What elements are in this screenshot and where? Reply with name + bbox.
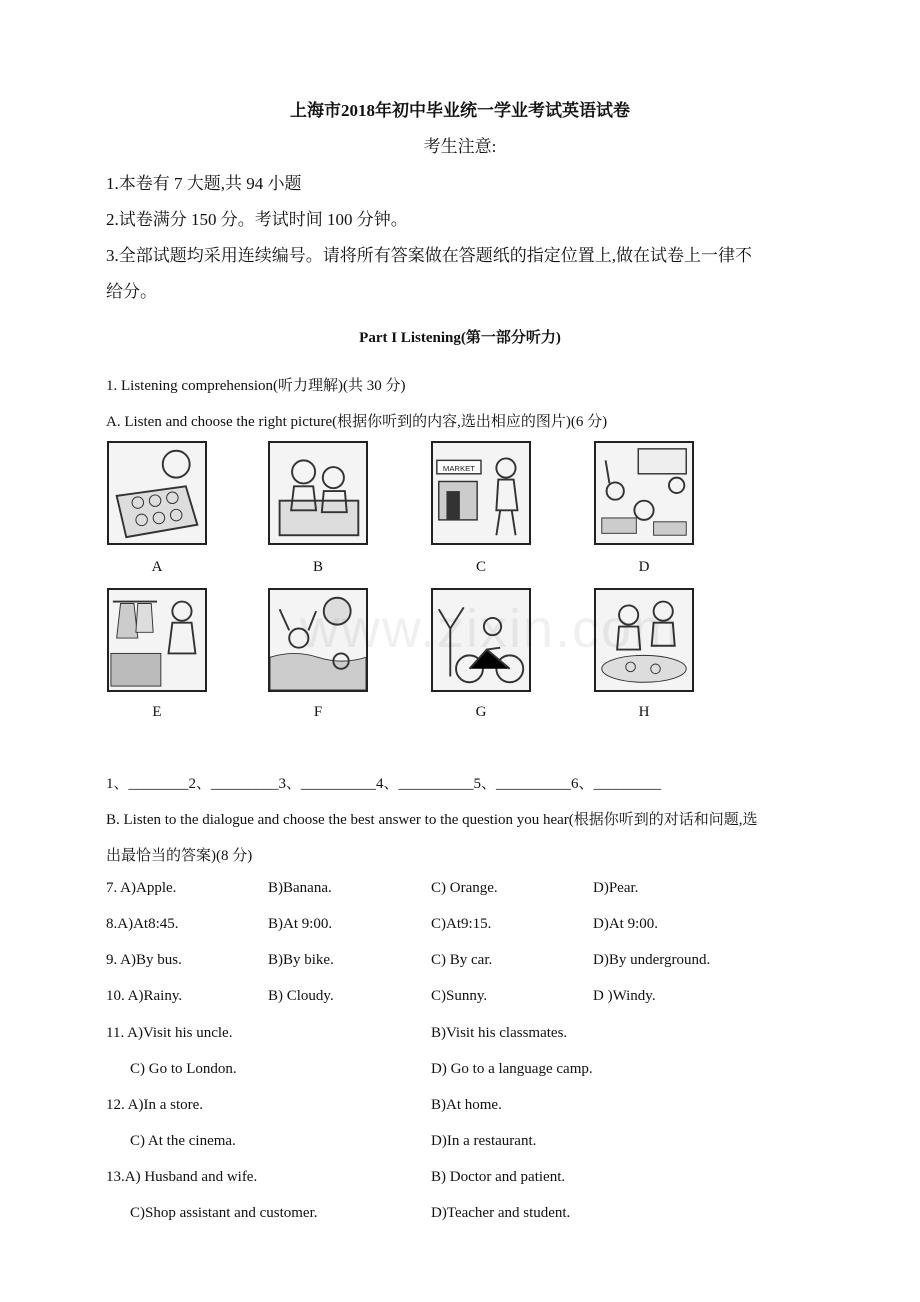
q7-option-a: 7. A)Apple.: [106, 880, 177, 896]
watermark-graphic: www.zixin.com: [300, 599, 681, 659]
q12-option-d: D)In a restaurant.: [431, 1133, 537, 1149]
picture-e: [107, 588, 207, 692]
section-b-heading-cont: 出最恰当的答案)(8 分): [106, 848, 253, 864]
market-illustration: [433, 443, 529, 543]
picture-label-d: D: [638, 559, 650, 575]
classroom-illustration: [596, 443, 692, 543]
q12-option-a: 12. A)In a store.: [106, 1097, 204, 1113]
q10-option-c: C)Sunny.: [431, 988, 488, 1004]
q11-option-b: B)Visit his classmates.: [431, 1025, 568, 1041]
notice-2: 2.试卷满分 150 分。考试时间 100 分钟。: [106, 210, 408, 229]
q9-option-d: D)By underground.: [593, 952, 711, 968]
notice-3: 3.全部试题均采用连续编号。请将所有答案做在答题纸的指定位置上,做在试卷上一律不: [106, 246, 752, 265]
q8-option-c: C)At9:15.: [431, 916, 492, 932]
picture-label-c: C: [475, 559, 486, 575]
q13-option-a: 13.A) Husband and wife.: [106, 1169, 258, 1185]
q13-option-d: D)Teacher and student.: [431, 1205, 571, 1221]
q13-option-b: B) Doctor and patient.: [431, 1169, 566, 1185]
answer-blanks-line: 1、________2、_________3、__________4、__________5、__________6、_________: [106, 776, 662, 792]
notice-3-cont: 给分。: [106, 282, 157, 301]
section-b-heading: B. Listen to the dialogue and choose the best answer to the question you hear(根据你听到的对话和问题,选: [106, 812, 758, 828]
picture-label-h: H: [638, 704, 650, 720]
market-sign-text: MARKET: [442, 463, 475, 473]
q8-option-d: D)At 9:00.: [593, 916, 658, 932]
picture-d: [594, 441, 694, 545]
picture-label-g: G: [475, 704, 487, 720]
notice-title: 考生注意:: [423, 137, 497, 156]
q11-option-c: C) Go to London.: [130, 1061, 237, 1077]
q12-option-b: B)At home.: [431, 1097, 502, 1113]
q11-option-d: D) Go to a language camp.: [431, 1061, 593, 1077]
q9-option-a: 9. A)By bus.: [106, 952, 182, 968]
notice-1: 1.本卷有 7 大题,共 94 小题: [106, 174, 302, 193]
q8-option-b: B)At 9:00.: [268, 916, 333, 932]
section-a-heading: A. Listen and choose the right picture(根据你听到的内容,选出相应的图片)(6 分): [106, 414, 608, 430]
part1-heading: Part I Listening(第一部分听力): [359, 330, 561, 346]
family-sofa-illustration: [270, 443, 366, 543]
q10-option-d: D )Windy.: [593, 988, 656, 1004]
q8-option-a: 8.A)At8:45.: [106, 916, 179, 932]
q10-option-b: B) Cloudy.: [268, 988, 334, 1004]
picture-label-f: F: [313, 704, 323, 720]
picture-label-a: A: [151, 559, 163, 575]
clothes-shop-illustration: [109, 590, 205, 690]
picture-c: [431, 441, 531, 545]
picture-label-b: B: [312, 559, 323, 575]
section-1-heading: 1. Listening comprehension(听力理解)(共 30 分): [106, 378, 406, 394]
picture-b: [268, 441, 368, 545]
q13-option-c: C)Shop assistant and customer.: [130, 1205, 318, 1221]
exam-title: 上海市2018年初中毕业统一学业考试英语试卷: [290, 101, 630, 120]
q7-option-c: C) Orange.: [431, 880, 498, 896]
picture-label-e: E: [152, 704, 162, 720]
q9-option-b: B)By bike.: [268, 952, 334, 968]
q10-option-a: 10. A)Rainy.: [106, 988, 183, 1004]
q9-option-c: C) By car.: [431, 952, 493, 968]
picture-a: [107, 441, 207, 545]
baker-tray-illustration: [109, 443, 205, 543]
q12-option-c: C) At the cinema.: [130, 1133, 236, 1149]
q7-option-d: D)Pear.: [593, 880, 639, 896]
q7-option-b: B)Banana.: [268, 880, 332, 896]
q11-option-a: 11. A)Visit his uncle.: [106, 1025, 233, 1041]
